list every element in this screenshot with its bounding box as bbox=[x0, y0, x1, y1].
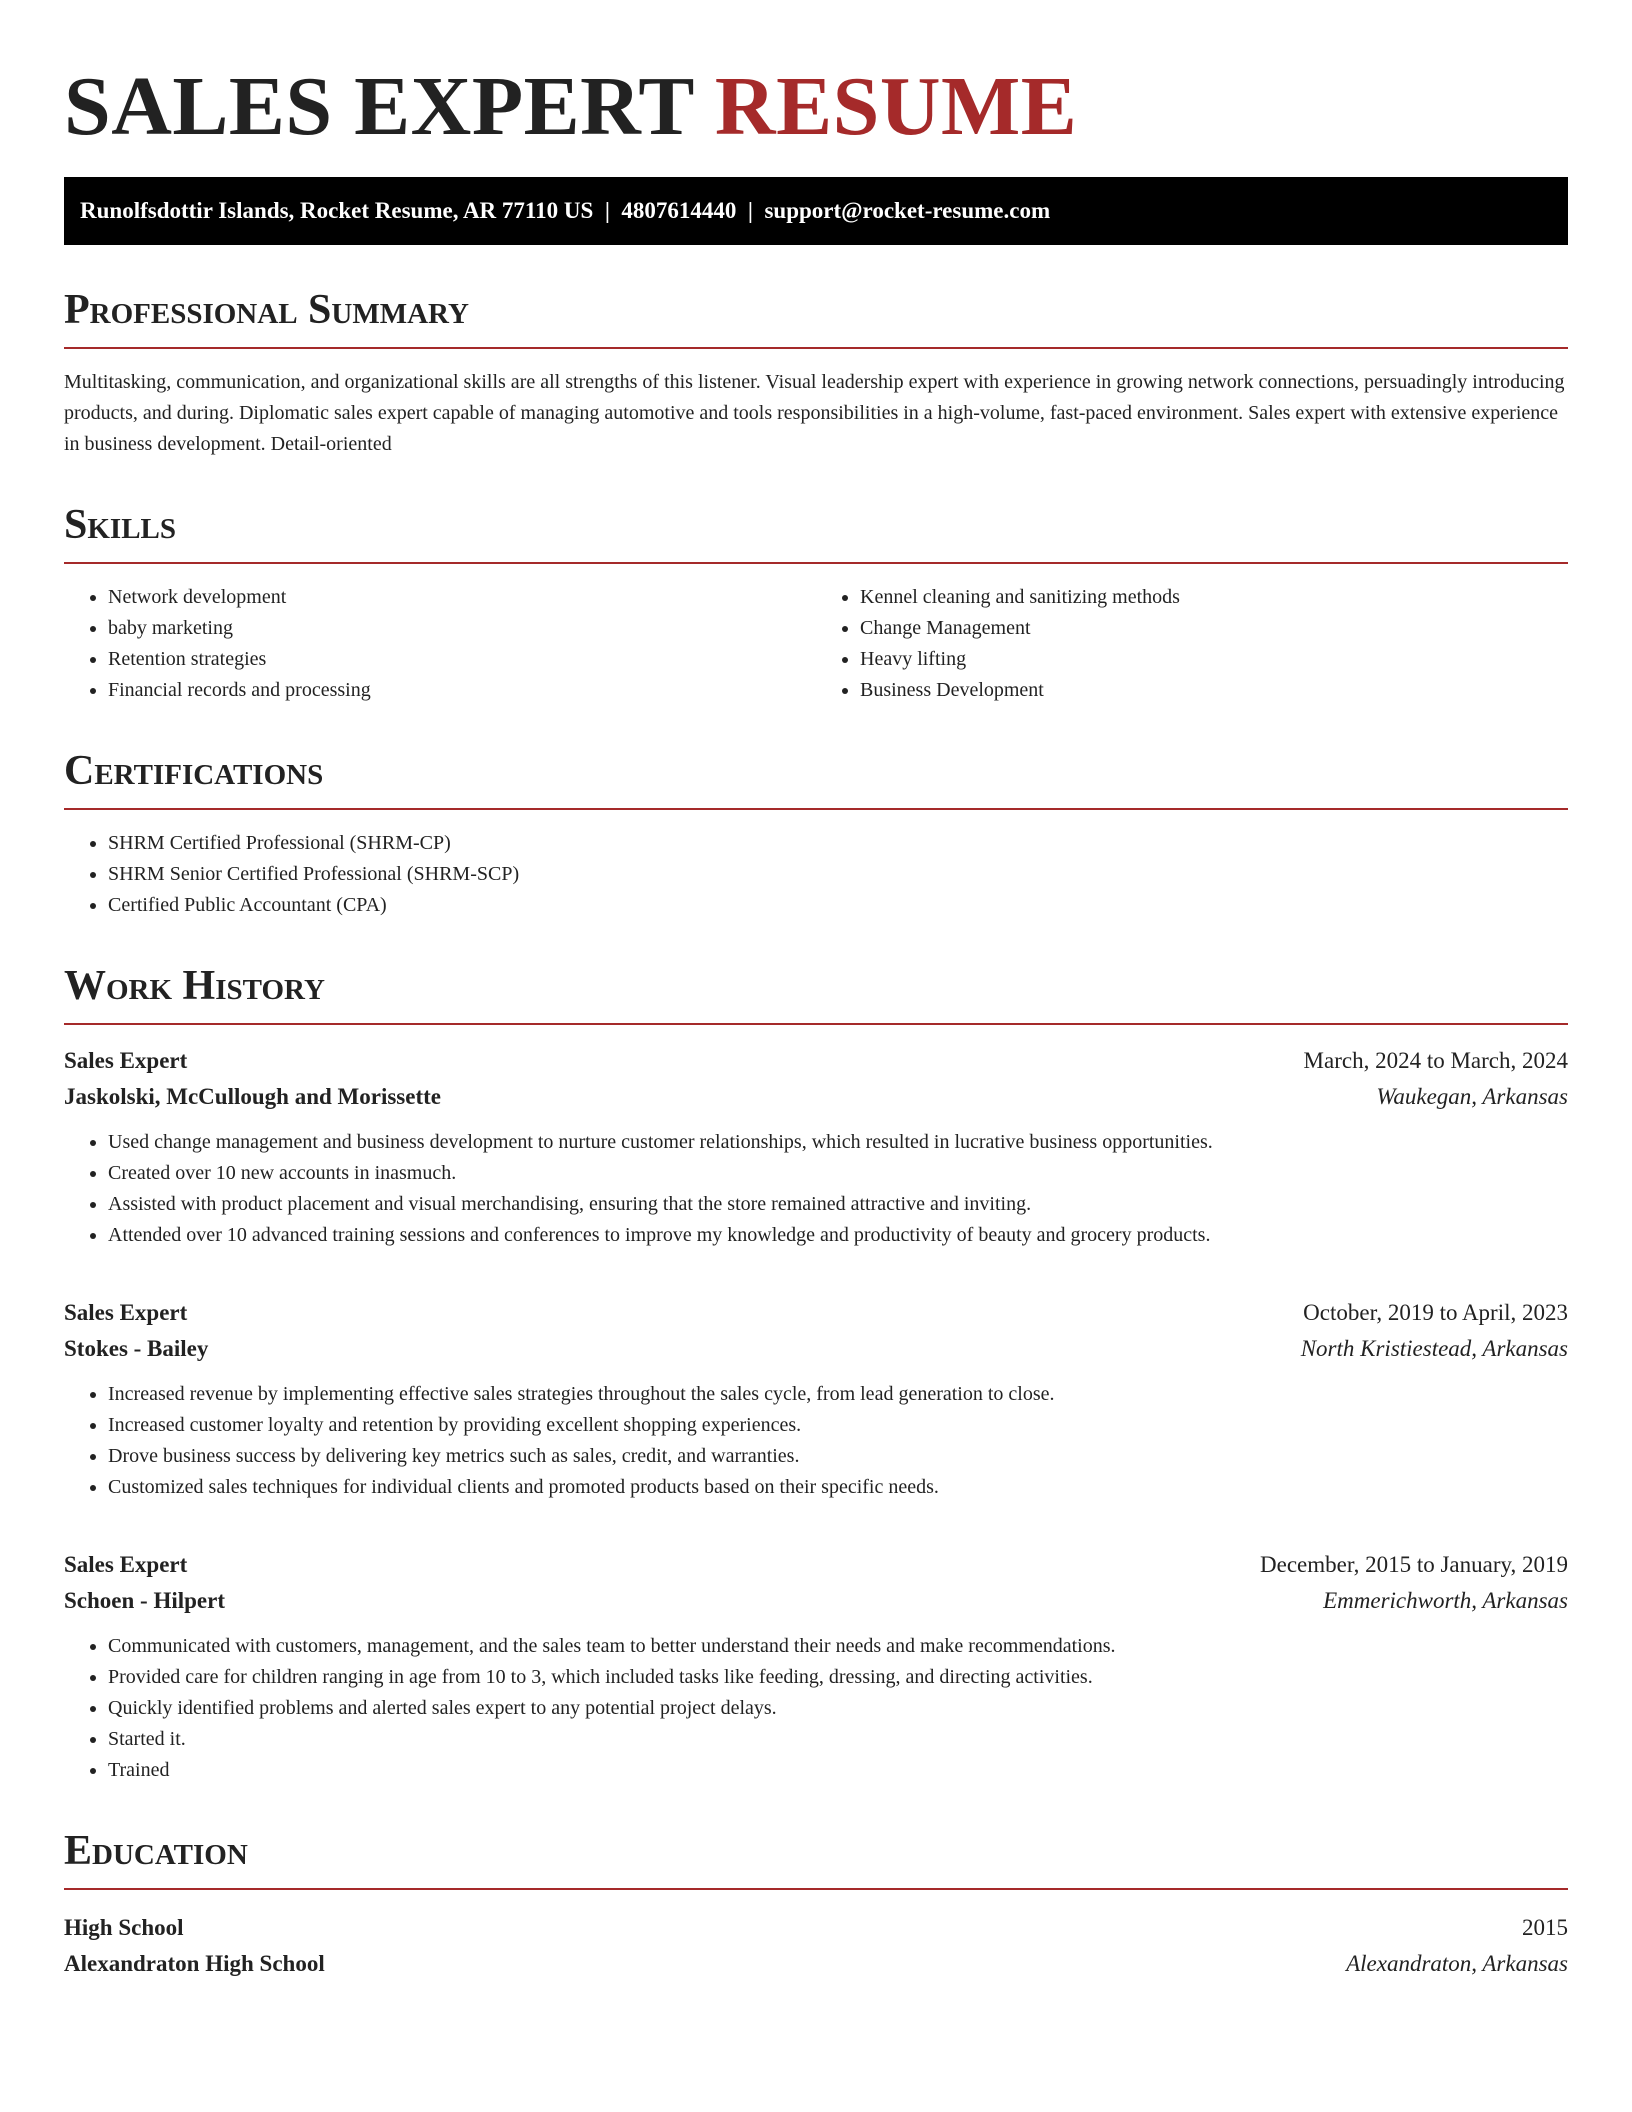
job-bullets bbox=[64, 1379, 1568, 1503]
skill-item: • baby marketing bbox=[108, 613, 816, 644]
job-company: Schoen - Hilpert bbox=[64, 1588, 225, 1613]
job-bullet: • Trained bbox=[108, 1755, 1568, 1786]
job-company: Jaskolski, McCullough and Morissette bbox=[64, 1084, 441, 1109]
skills-section bbox=[64, 504, 1568, 706]
job-bullet: • Increased revenue by implementing effective sales strategies throughout the sales cycle, from lead generation to close. bbox=[108, 1379, 1568, 1410]
skill-item: • Network development bbox=[108, 582, 816, 613]
job-bullet: • Customized sales techniques for individual clients and promoted products based on their specific needs. bbox=[108, 1472, 1568, 1503]
job-bullet: • Drove business success by delivering key metrics such as sales, credit, and warranties. bbox=[108, 1441, 1568, 1472]
summary-section bbox=[64, 289, 1568, 460]
job-bullet: • Assisted with product placement and visual merchandising, ensuring that the store remained attractive and inviting. bbox=[108, 1189, 1568, 1220]
contact-email: support@rocket-resume.com bbox=[764, 198, 1051, 223]
skills-list-left bbox=[64, 582, 816, 706]
contact-separator: | bbox=[593, 198, 622, 223]
job-dates: December, 2015 to January, 2019 bbox=[1260, 1552, 1568, 1577]
job-entry bbox=[64, 1547, 1568, 1786]
job-bullets bbox=[64, 1631, 1568, 1786]
skill-item: • Change Management bbox=[860, 613, 1568, 644]
resume-title bbox=[64, 55, 1568, 153]
summary-text: Multitasking, communication, and organizational skills are all strengths of this listener. Visual leadership expert with experience in growing network connections, persuadingly introducing products, and during. Diplomatic sales expert capable of managing automotive and tools responsibilities in a high-volume, fast-paced environment. Sales expert with extensive experience in business development. Detail-oriented bbox=[64, 371, 1565, 455]
job-entry bbox=[64, 1043, 1568, 1251]
job-header-row bbox=[64, 1043, 1568, 1079]
job-company-row bbox=[64, 1583, 1568, 1619]
skill-item: • Retention strategies bbox=[108, 644, 816, 675]
job-location: North Kristiestead, Arkansas bbox=[1300, 1336, 1568, 1361]
contact-address: Runolfsdottir Islands, Rocket Resume, AR 77110 US bbox=[80, 198, 594, 223]
section-heading: Education bbox=[64, 1830, 1568, 1890]
job-company-row bbox=[64, 1079, 1568, 1115]
education-location: Alexandraton, Arkansas bbox=[1346, 1951, 1568, 1976]
skills-grid bbox=[64, 564, 1568, 706]
work-history-section bbox=[64, 965, 1568, 1786]
contact-bar bbox=[64, 177, 1568, 245]
contact-separator: | bbox=[736, 198, 765, 223]
job-bullet: • Created over 10 new accounts in inasmuch. bbox=[108, 1158, 1568, 1189]
title-main: SALES EXPERT bbox=[64, 60, 694, 153]
section-heading: Certifications bbox=[64, 750, 1568, 810]
section-heading: Work History bbox=[64, 965, 1568, 1025]
job-bullet: • Communicated with customers, management, and the sales team to better understand their needs and make recommendations. bbox=[108, 1631, 1568, 1662]
certification-item: • Certified Public Accountant (CPA) bbox=[108, 890, 1568, 921]
education-year: 2015 bbox=[1522, 1915, 1568, 1940]
skill-item: • Kennel cleaning and sanitizing methods bbox=[860, 582, 1568, 613]
job-bullet: • Attended over 10 advanced training sessions and conferences to improve my knowledge and productivity of beauty and grocery products. bbox=[108, 1220, 1568, 1251]
certifications-section bbox=[64, 750, 1568, 921]
job-company: Stokes - Bailey bbox=[64, 1336, 209, 1361]
section-heading: Professional Summary bbox=[64, 289, 1568, 349]
education-degree: High School bbox=[64, 1915, 184, 1940]
job-header-row bbox=[64, 1295, 1568, 1331]
job-location: Emmerichworth, Arkansas bbox=[1323, 1588, 1568, 1613]
job-bullet: • Used change management and business development to nurture customer relationships, which resulted in lucrative business opportunities. bbox=[108, 1127, 1568, 1158]
job-bullet: • Quickly identified problems and alerted sales expert to any potential project delays. bbox=[108, 1693, 1568, 1724]
skill-item: • Financial records and processing bbox=[108, 675, 816, 706]
job-bullet: • Increased customer loyalty and retention by providing excellent shopping experiences. bbox=[108, 1410, 1568, 1441]
job-bullets bbox=[64, 1127, 1568, 1251]
certification-item: • SHRM Certified Professional (SHRM-CP) bbox=[108, 828, 1568, 859]
title-accent: RESUME bbox=[714, 60, 1078, 153]
job-location: Waukegan, Arkansas bbox=[1376, 1084, 1568, 1109]
education-entry bbox=[64, 1910, 1568, 1982]
education-school-row bbox=[64, 1946, 1568, 1982]
job-company-row bbox=[64, 1331, 1568, 1367]
job-role: Sales Expert bbox=[64, 1048, 188, 1073]
education-header-row bbox=[64, 1910, 1568, 1946]
skills-list-right bbox=[816, 582, 1568, 706]
job-entry bbox=[64, 1295, 1568, 1503]
job-dates: October, 2019 to April, 2023 bbox=[1303, 1300, 1568, 1325]
section-heading: Skills bbox=[64, 504, 1568, 564]
job-dates: March, 2024 to March, 2024 bbox=[1303, 1048, 1568, 1073]
contact-phone: 4807614440 bbox=[621, 198, 737, 223]
education-section bbox=[64, 1830, 1568, 1982]
job-role: Sales Expert bbox=[64, 1552, 188, 1577]
job-role: Sales Expert bbox=[64, 1300, 188, 1325]
certification-item: • SHRM Senior Certified Professional (SHRM-SCP) bbox=[108, 859, 1568, 890]
certifications-list bbox=[64, 828, 1568, 921]
education-school: Alexandraton High School bbox=[64, 1951, 325, 1976]
skill-item: • Heavy lifting bbox=[860, 644, 1568, 675]
skill-item: • Business Development bbox=[860, 675, 1568, 706]
job-bullet: • Provided care for children ranging in age from 10 to 3, which included tasks like feeding, dressing, and directing activities. bbox=[108, 1662, 1568, 1693]
job-bullet: • Started it. bbox=[108, 1724, 1568, 1755]
job-header-row bbox=[64, 1547, 1568, 1583]
